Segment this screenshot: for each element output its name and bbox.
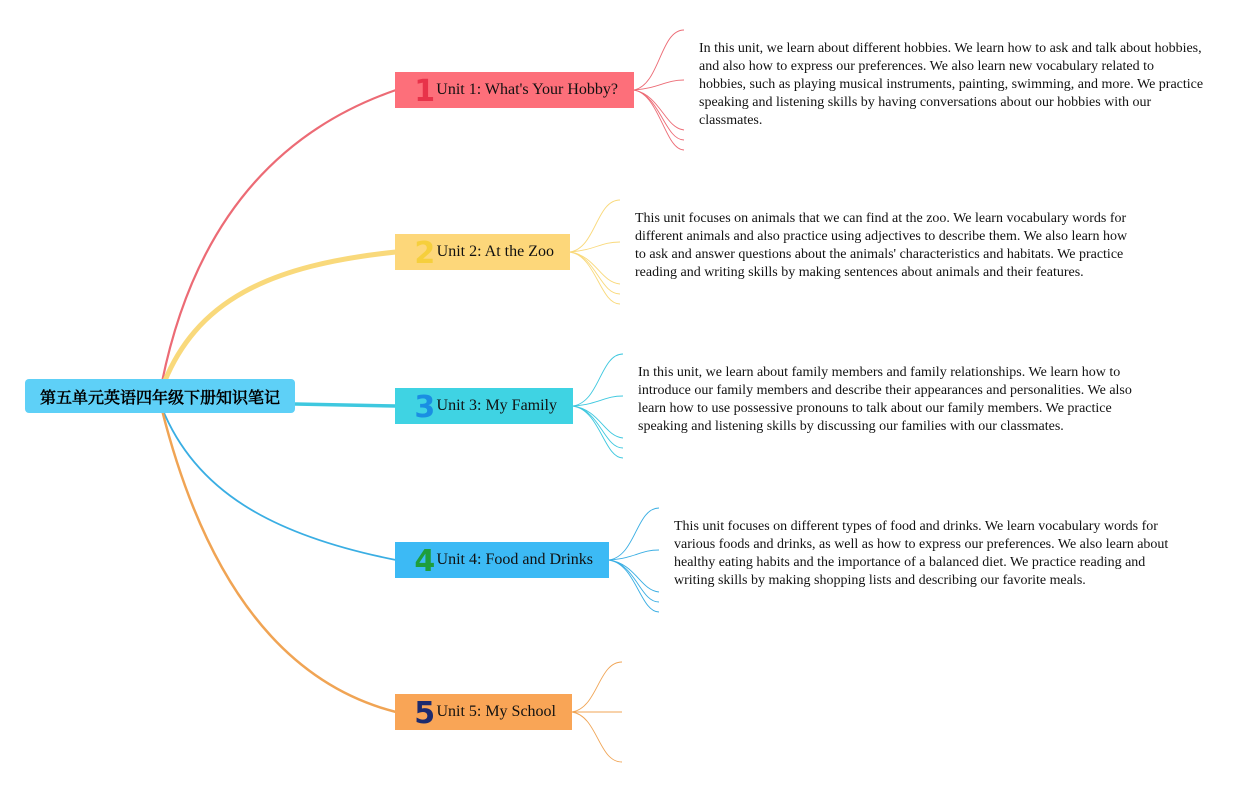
topic-unit-5-label: Unit 5: My School <box>436 703 556 720</box>
note-unit-3: In this unit, we learn about family members and family relationships. We learn how to introduce our family members and describe their appearances and personalities. We also learn how to use possessive pronouns to talk about our family members. We practice speaking and listening skills by discussing our families with our classmates. <box>638 365 1132 434</box>
number-5-icon: 5 <box>414 696 436 731</box>
number-4-icon: 4 <box>414 544 436 579</box>
topic-unit-4[interactable] <box>395 542 609 578</box>
root-topic-label: 第五单元英语四年级下册知识笔记 <box>39 387 280 407</box>
number-1-icon: 1 <box>414 74 436 109</box>
note-connectors-unit-4 <box>609 508 659 612</box>
branch-line-unit-1 <box>162 90 396 382</box>
topic-unit-3[interactable] <box>395 388 573 424</box>
note-connectors-unit-5 <box>572 662 622 762</box>
note-connectors-unit-1 <box>634 30 684 150</box>
branch-line-unit-5 <box>162 410 396 712</box>
topic-unit-5[interactable] <box>395 694 572 730</box>
branch-line-unit-4 <box>162 408 396 560</box>
note-connectors-unit-2 <box>570 200 620 304</box>
note-unit-4: This unit focuses on different types of food and drinks. We learn vocabulary words for various foods and drinks, as well as how to express our preferences. We also learn about healthy eating habits and the importance of a balanced diet. We practice reading and writing skills by making shopping lists and describing our favorite meals. <box>674 519 1169 588</box>
topic-unit-2[interactable] <box>395 234 570 270</box>
number-2-icon: 2 <box>414 236 436 271</box>
branch-line-unit-3 <box>295 404 396 406</box>
number-3-icon: 3 <box>414 390 436 425</box>
root-topic[interactable] <box>25 379 295 413</box>
note-unit-1: In this unit, we learn about different hobbies. We learn how to ask and talk about hobbies, and also how to express our preferences. We also learn new vocabulary related to hobbies, such as playing musical instruments, painting, swimming, and more. We practice speaking and listening skills by having conversations about our hobbies with our classmates. <box>699 41 1204 128</box>
note-unit-2: This unit focuses on animals that we can find at the zoo. We learn vocabulary words for different animals and also practice using adjectives to describe them. We also learn how to ask and answer questions about the animals' characteristics and habitats. We practice reading and writing skills by making sentences about animals and their features. <box>635 211 1128 280</box>
topic-unit-4-label: Unit 4: Food and Drinks <box>436 551 593 568</box>
topic-unit-2-label: Unit 2: At the Zoo <box>436 243 554 260</box>
topic-unit-3-label: Unit 3: My Family <box>436 397 557 414</box>
topic-unit-1-label: Unit 1: What's Your Hobby? <box>436 81 618 98</box>
note-connectors-unit-3 <box>573 354 623 458</box>
topic-unit-1[interactable] <box>395 72 634 108</box>
